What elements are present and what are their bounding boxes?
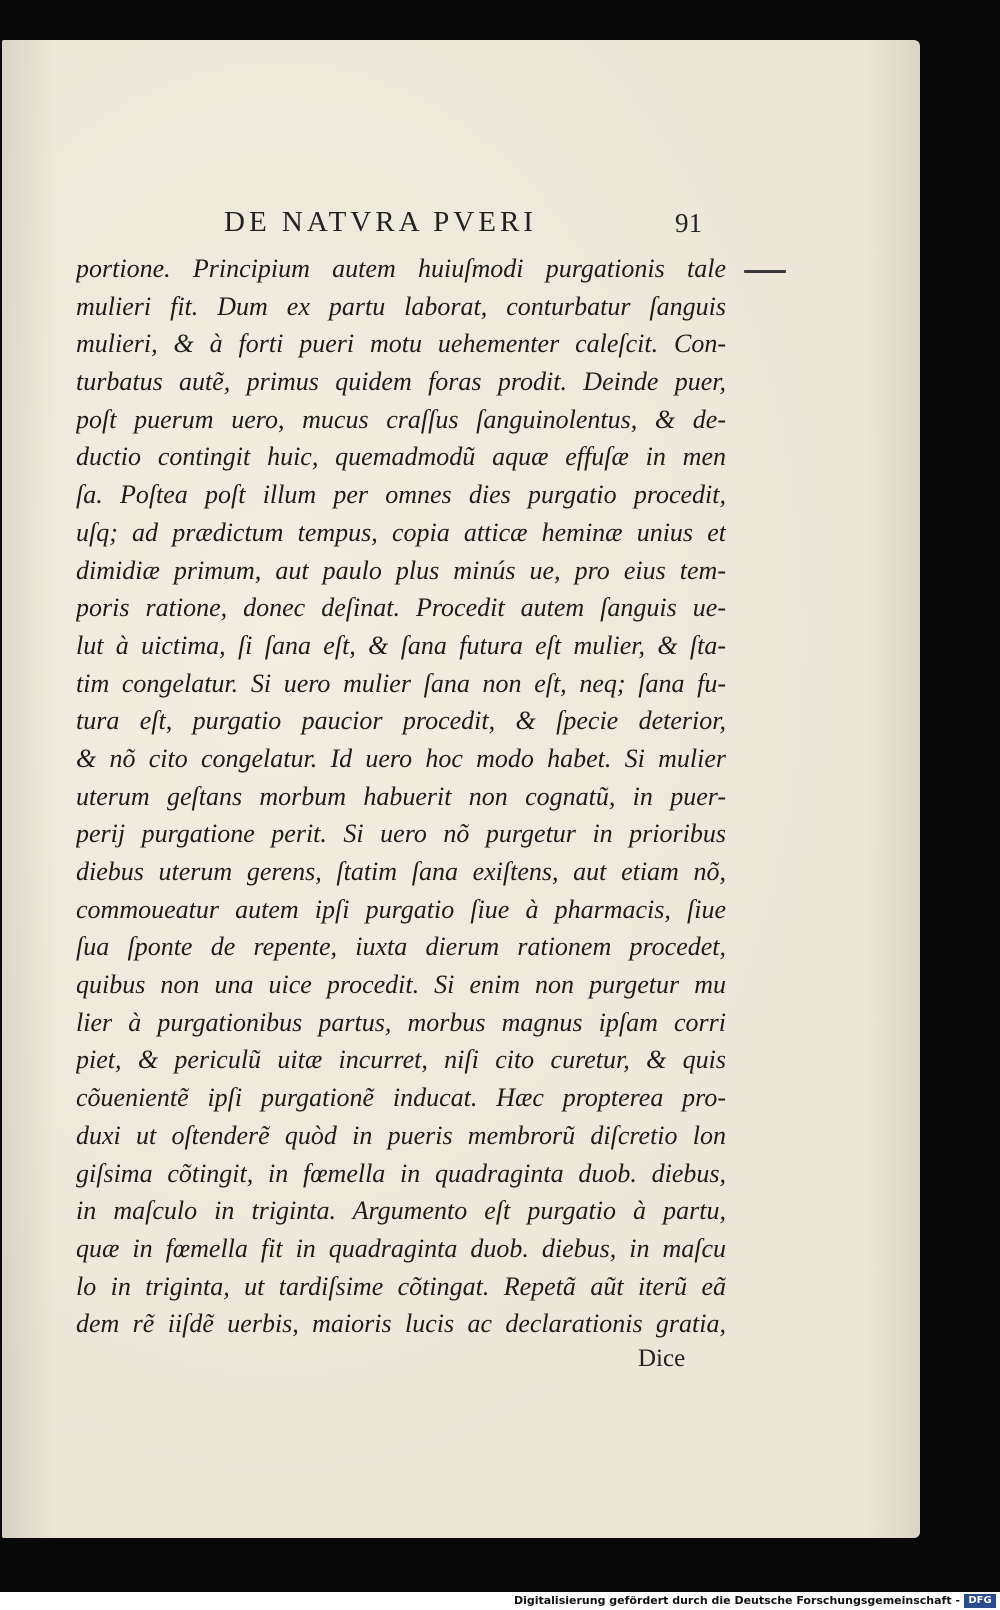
body-text [76, 250, 726, 1343]
text-line: portione. Principium autem huiuſmodi purgationis tale [76, 254, 726, 283]
text-line: lut à uictima, ſi ſana eſt, & ſana futura eſt mulier, & ſta- [76, 630, 726, 660]
digitization-credit: Digitalisierung gefördert durch die Deutsche Forschungsgemeinschaft - [513, 1594, 960, 1607]
text-line: quæ in fœmella fit in quadraginta duob. diebus, in maſcu [76, 1233, 726, 1263]
text-line: dimidiæ primum, aut paulo plus minús ue, pro eius tem- [76, 555, 726, 585]
text-line: lo in triginta, ut tardiſsime cõtingat. Repetã aũt iterũ eã [76, 1271, 726, 1301]
text-line: tura eſt, purgatio paucior procedit, & ſpecie deterior, [76, 706, 726, 736]
text-line: giſsima cõtingit, in fœmella in quadraginta duob. diebus, [76, 1158, 726, 1188]
text-line: mulieri fit. Dum ex partu laborat, conturbatur ſanguis [76, 291, 726, 321]
running-head: DE NATVRA PVERI [224, 206, 537, 238]
text-line: dem rẽ iiſdẽ uerbis, maioris lucis ac declarationis gratia, [76, 1309, 726, 1339]
catchword: Dice [638, 1345, 686, 1372]
margin-rule-mark [744, 270, 786, 273]
dfg-logo: DFG [964, 1594, 996, 1608]
text-line: & nõ cito congelatur. Id uero hoc modo habet. Si mulier [76, 743, 726, 773]
text-line: ductio contingit huic, quemadmodũ aquæ effuſæ in men [76, 442, 726, 472]
text-line: mulieri, & à forti pueri motu uehementer caleſcit. Con- [76, 329, 726, 359]
text-line: duxi ut oſtenderẽ quòd in pueris membrorũ diſcretio lon [76, 1120, 726, 1150]
text-line: poris ratione, donec deſinat. Procedit autem ſanguis ue- [76, 593, 726, 623]
text-line: uterum geſtans morbum habuerit non cognatũ, in puer- [76, 781, 726, 811]
text-line: in maſculo in triginta. Argumento eſt purgatio à partu, [76, 1196, 726, 1226]
page-number: 91 [675, 208, 702, 238]
book-page [2, 40, 920, 1538]
text-line: tim congelatur. Si uero mulier ſana non eſt, neq; ſana fu- [76, 668, 726, 698]
text-line: commoueatur autem ipſi purgatio ſiue à pharmacis, ſiue [76, 894, 726, 924]
text-line: lier à purgationibus partus, morbus magnus ipſam corri [76, 1007, 726, 1037]
text-line: ſua ſponte de repente, iuxta dierum rationem procedet, [76, 932, 726, 962]
text-line: cõuenientẽ ipſi purgationẽ inducat. Hæc propterea pro- [76, 1083, 726, 1113]
text-line: uſq; ad prædictum tempus, copia atticæ heminæ unius et [76, 517, 726, 547]
footer-bar [0, 1592, 1000, 1610]
text-line: turbatus autẽ, primus quidem foras prodit. Deinde puer, [76, 367, 726, 397]
text-line: ſa. Poſtea poſt illum per omnes dies purgatio procedit, [76, 480, 726, 510]
text-line: quibus non una uice procedit. Si enim non purgetur mu [76, 970, 726, 1000]
text-line: poſt puerum uero, mucus craſſus ſanguinolentus, & de- [76, 404, 726, 434]
text-line: piet, & periculũ uitæ incurret, niſi cito curetur, & quis [76, 1045, 726, 1075]
text-line: perij purgatione perit. Si uero nõ purgetur in prioribus [76, 819, 726, 849]
text-line: diebus uterum gerens, ſtatim ſana exiſtens, aut etiam nõ, [76, 857, 726, 886]
